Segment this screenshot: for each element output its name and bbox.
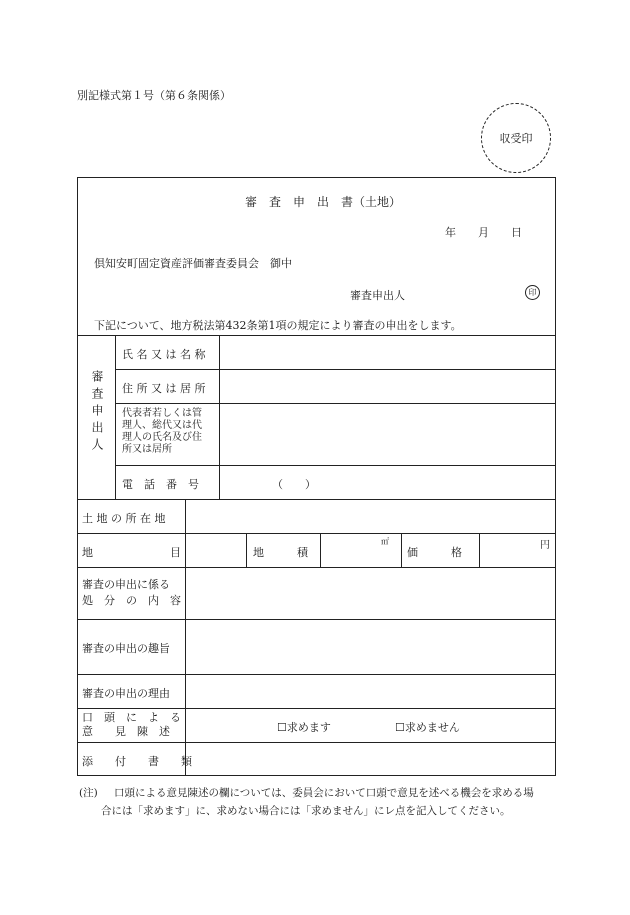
rule-location: [77, 533, 556, 534]
form-number: 別記様式第１号（第６条関係）: [77, 89, 231, 102]
rule-v-price-value: [479, 533, 480, 567]
option-request[interactable]: [277, 719, 331, 735]
oral-statement-label-line: 意 見 陳 述: [82, 725, 170, 738]
rule-representative: [115, 465, 556, 466]
rule-name: [115, 369, 556, 370]
rule-v-applicant: [115, 335, 116, 499]
preamble: 下記について、地方税法第432条第1項の規定により審査の申出をします。: [94, 319, 462, 332]
area-unit: ㎡: [381, 537, 389, 546]
disposition-label-line: 処 分 の 内 容: [82, 594, 181, 607]
rule-v-area-value: [320, 533, 321, 567]
land-location-label: 土 地 の 所 在 地: [82, 512, 166, 525]
note-line: 合には「求めます」に、求めない場合には「求めません」にレ点を記入してください。: [101, 805, 511, 817]
applicant-section-heading: 審査申出人: [90, 370, 104, 455]
representative-label-line: 理人、総代又は代: [122, 420, 202, 431]
name-label: 氏 名 又 は 名 称: [122, 348, 206, 361]
rule-v-area-label: [246, 533, 247, 567]
rule-purpose: [77, 674, 556, 675]
form-title: 審 査 申 出 書（土地）: [245, 195, 402, 209]
seal-mark-label: 印: [528, 288, 537, 297]
address-label: 住 所 又 は 居 所: [122, 382, 206, 395]
representative-label-line: 代表者若しくは管: [122, 408, 202, 419]
rule-address: [115, 403, 556, 404]
land-category-label: 地 目: [82, 546, 181, 559]
rule-v-labels: [185, 499, 186, 776]
rule-disposition: [77, 619, 556, 620]
phone-parens: （ ）: [272, 478, 316, 491]
rule-preamble: [77, 335, 556, 336]
receipt-stamp: [481, 103, 551, 173]
note-label: (注): [79, 787, 98, 799]
checkbox-icon[interactable]: ☐: [395, 721, 405, 734]
checkbox-icon[interactable]: ☐: [277, 721, 287, 734]
oral-statement-label-line: 口 頭 に よ る: [82, 711, 181, 724]
representative-label: [122, 408, 220, 456]
rule-oral: [77, 742, 556, 743]
rule-reason: [77, 708, 556, 709]
purpose-label: 審査の申出の趣旨: [82, 642, 170, 655]
rule-v-price-label: [401, 533, 402, 567]
date-line: 年 月 日: [445, 226, 522, 239]
phone-label: 電 話 番 号: [122, 478, 199, 491]
representative-label-line: 所又は居所: [122, 444, 172, 455]
representative-label-line: 理人の氏名及び住: [122, 432, 202, 443]
seal-mark: [525, 285, 540, 300]
applicant-label: 審査申出人: [350, 289, 405, 302]
disposition-label-line: 審査の申出に係る: [82, 578, 170, 591]
price-unit: 円: [540, 540, 550, 551]
note-line: 口頭による意見陳述の欄については、委員会において口頭で意見を述べる機会を求める場: [114, 787, 534, 799]
receipt-stamp-label: 収受印: [499, 132, 533, 145]
addressee: 倶知安町固定資産評価審査委員会 御中: [94, 257, 292, 270]
rule-land: [77, 567, 556, 568]
reason-label: 審査の申出の理由: [82, 687, 170, 700]
land-price-label: 価 格: [407, 546, 462, 559]
option-request-label: 求めます: [286, 721, 331, 734]
disposition-label: [82, 577, 181, 609]
rule-phone: [77, 499, 556, 500]
option-decline[interactable]: [395, 719, 460, 735]
land-area-label: 地 積: [253, 546, 308, 559]
option-decline-label: 求めません: [404, 721, 460, 734]
attachments-label: 添 付 書 類: [82, 755, 192, 768]
oral-statement-label: [82, 711, 181, 739]
